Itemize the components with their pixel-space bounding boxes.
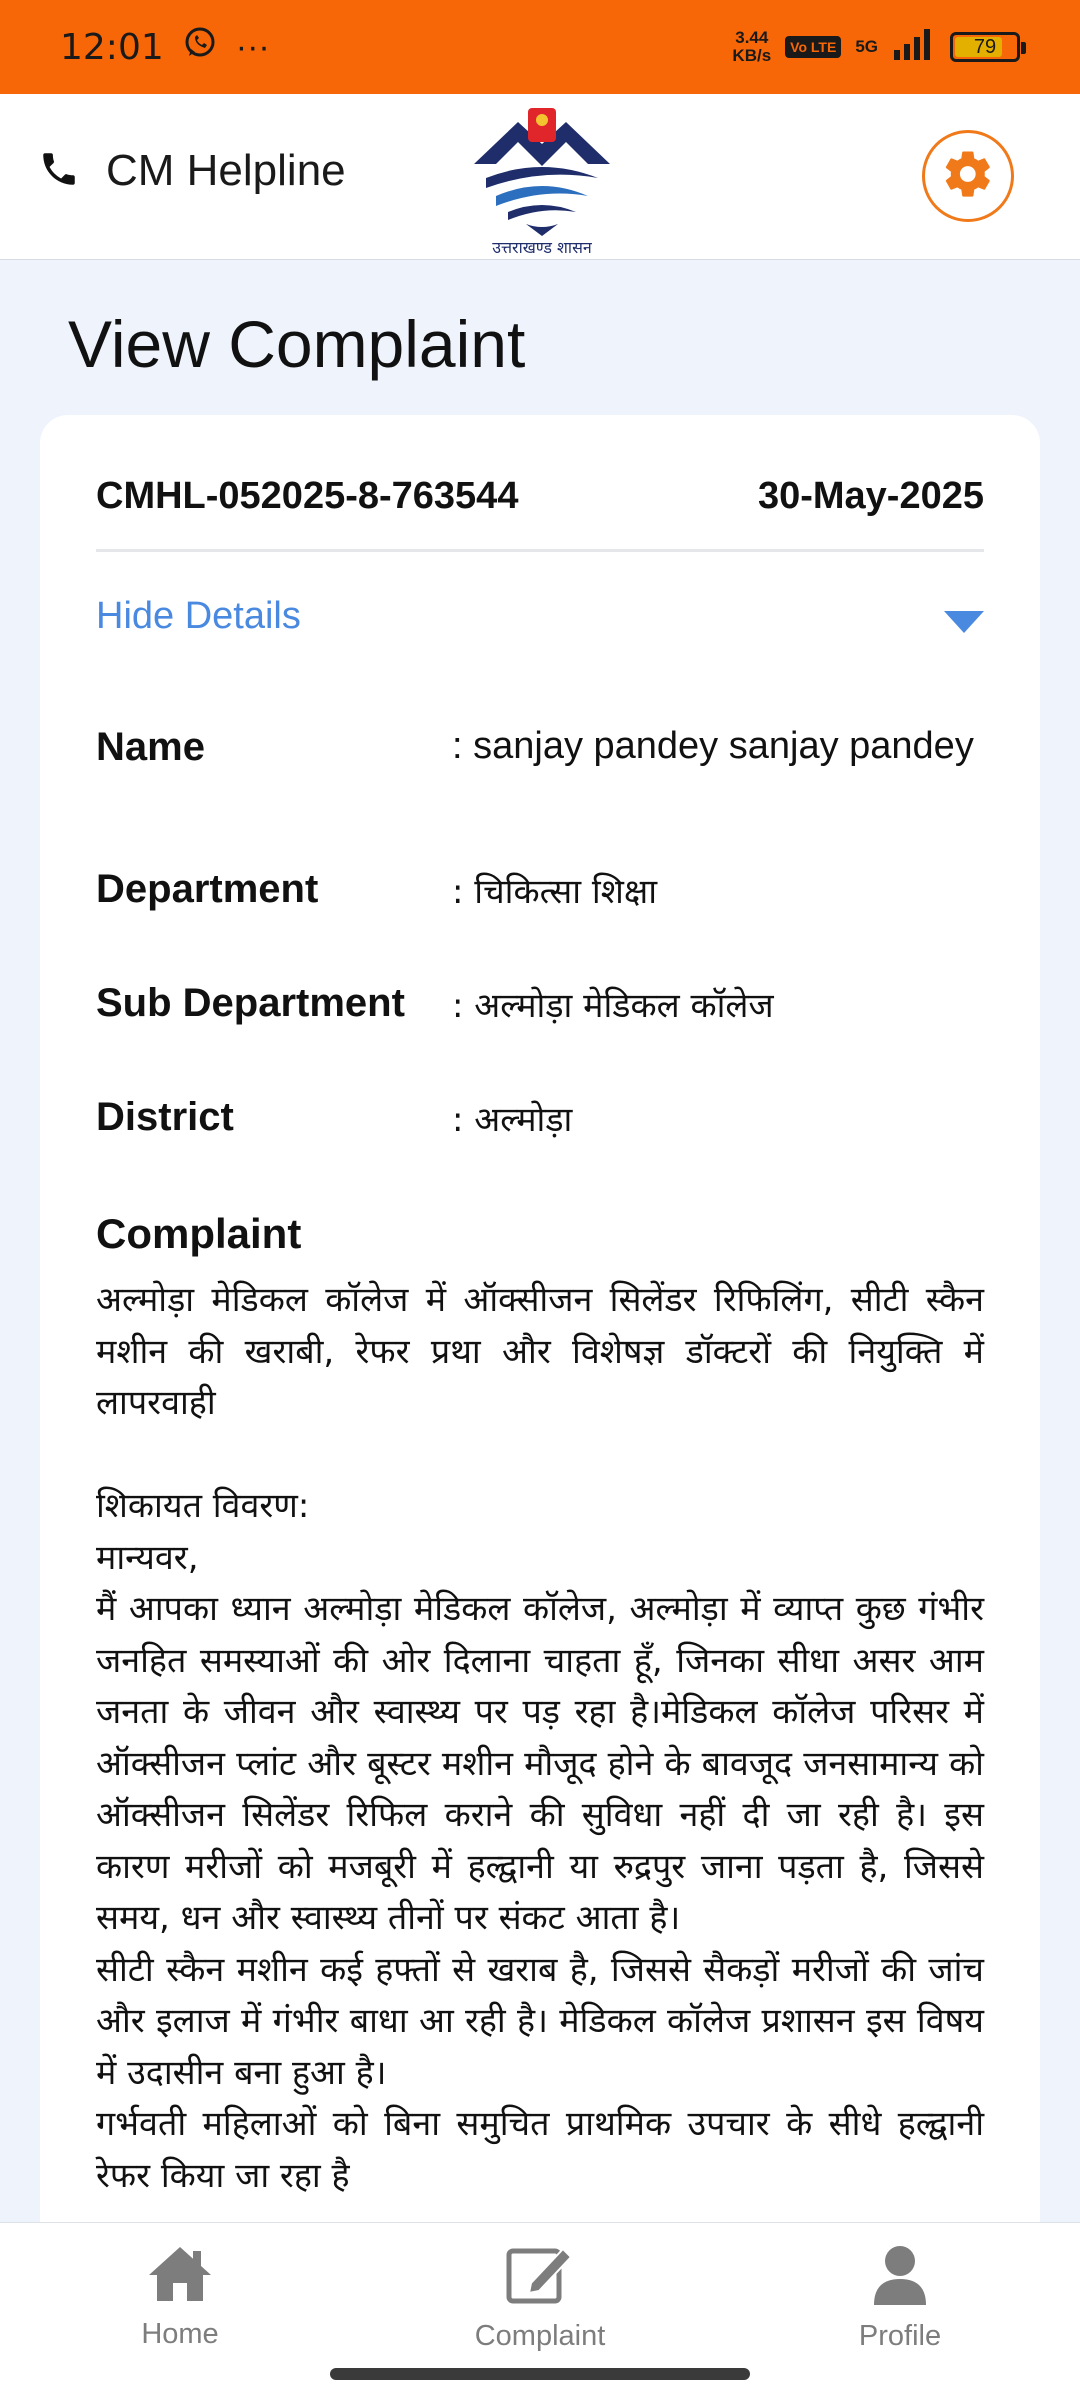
caret-down-icon [944,611,984,633]
detail-row-department [96,867,1000,913]
detail-key: Sub Department [96,981,405,1025]
hide-details-label: Hide Details [96,595,301,637]
settings-button[interactable] [922,130,1014,222]
detail-value: : अल्मोड़ा [452,1100,573,1140]
page-title: View Complaint [68,307,526,381]
detail-key: District [96,1095,234,1139]
complaint-header [96,475,984,518]
home-indicator[interactable] [330,2368,750,2380]
complaint-label: Complaint [96,1210,302,1257]
status-bar [0,0,1080,94]
edit-icon [505,2223,575,2310]
complaint-id: CMHL-052025-8-763544 [96,475,519,517]
whatsapp-icon [182,25,218,70]
divider [96,549,984,552]
detail-key: Name [96,725,205,769]
battery-icon [950,32,1020,62]
nav-profile[interactable] [780,2223,1020,2400]
nav-label: Home [141,2318,219,2350]
uttarakhand-emblem-logo [468,104,616,257]
nav-home[interactable] [60,2223,300,2400]
hide-details-toggle[interactable] [96,595,984,638]
complaint-card [40,415,1040,2400]
detail-value: : चिकित्सा शिक्षा [452,872,658,912]
detail-row-district [96,1095,1000,1141]
cm-helpline-link[interactable] [38,146,346,196]
gear-icon [941,147,995,206]
detail-value: : अल्मोड़ा मेडिकल कॉलेज [452,986,774,1026]
phone-icon [38,148,80,195]
nav-label: Complaint [474,2320,606,2352]
more-notifications-icon: ··· [235,27,270,66]
nav-label: Profile [858,2320,942,2352]
helpline-label: CM Helpline [106,146,346,195]
detail-row-sub-department [96,981,1000,1027]
home-icon [147,2223,213,2308]
volte-badge: Vo LTE [785,36,841,58]
network-type: 5G [855,37,878,56]
complaint-date: 30-May-2025 [757,475,984,517]
detail-key: Department [96,867,319,911]
status-time: 12:01 [60,26,164,68]
emblem-caption: उत्तराखण्ड शासन [492,238,592,257]
app-header [0,94,1080,260]
signal-icon [892,26,936,69]
battery-level: 79 [973,35,997,58]
person-icon [870,2223,930,2310]
detail-row-name [96,725,1000,770]
complaint-text: अल्मोड़ा मेडिकल कॉलेज में ऑक्सीजन सिलेंडर रिफिलिंग, सीटी स्कैन मशीन की खराबी, रेफर प्रथा और विशेषज्ञ डॉक्टरों की नियुक्ति में लापरवाही शिकायत विवरण: मान्यवर, मैं आपका ध्यान अल्मोड़ा मेडिकल कॉलेज, अल्मोड़ा में व्याप्त कुछ गंभीर जनहित समस्याओं की ओर दिलाना चाहता हूँ, जिनका सीधा असर आम जनता के जीवन और स्वास्थ्य पर पड़ रहा है।मेडिकल कॉलेज परिसर में ऑक्सीजन प्लांट और बूस्टर मशीन मौजूद होने के बावजूद जनसामान्य को ऑक्सीजन सिलेंडर रिफिल कराने की सुविधा नहीं दी जा रही है। इस कारण मरीजों को मजबूरी में हल्द्वानी या रुद्रपुर जाना पड़ता है, जिससे समय, धन और स्वास्थ्य तीनों पर संकट आता है। सीटी स्कैन मशीन कई हफ्तों से खराब है, जिससे सैकड़ों मरीजों की जांच और इलाज में गंभीर बाधा आ रही है। मेडिकल कॉलेज प्रशासन इस विषय में उदासीन बना हुआ है। गर्भवती महिलाओं को बिना समुचित प्राथमिक उपचार के सीधे हल्द्वानी रेफर किया जा रहा है [96,1280,984,2196]
detail-value: : sanjay pandey sanjay pandey [452,725,974,767]
network-speed: 3.44 KB/s [732,28,772,65]
